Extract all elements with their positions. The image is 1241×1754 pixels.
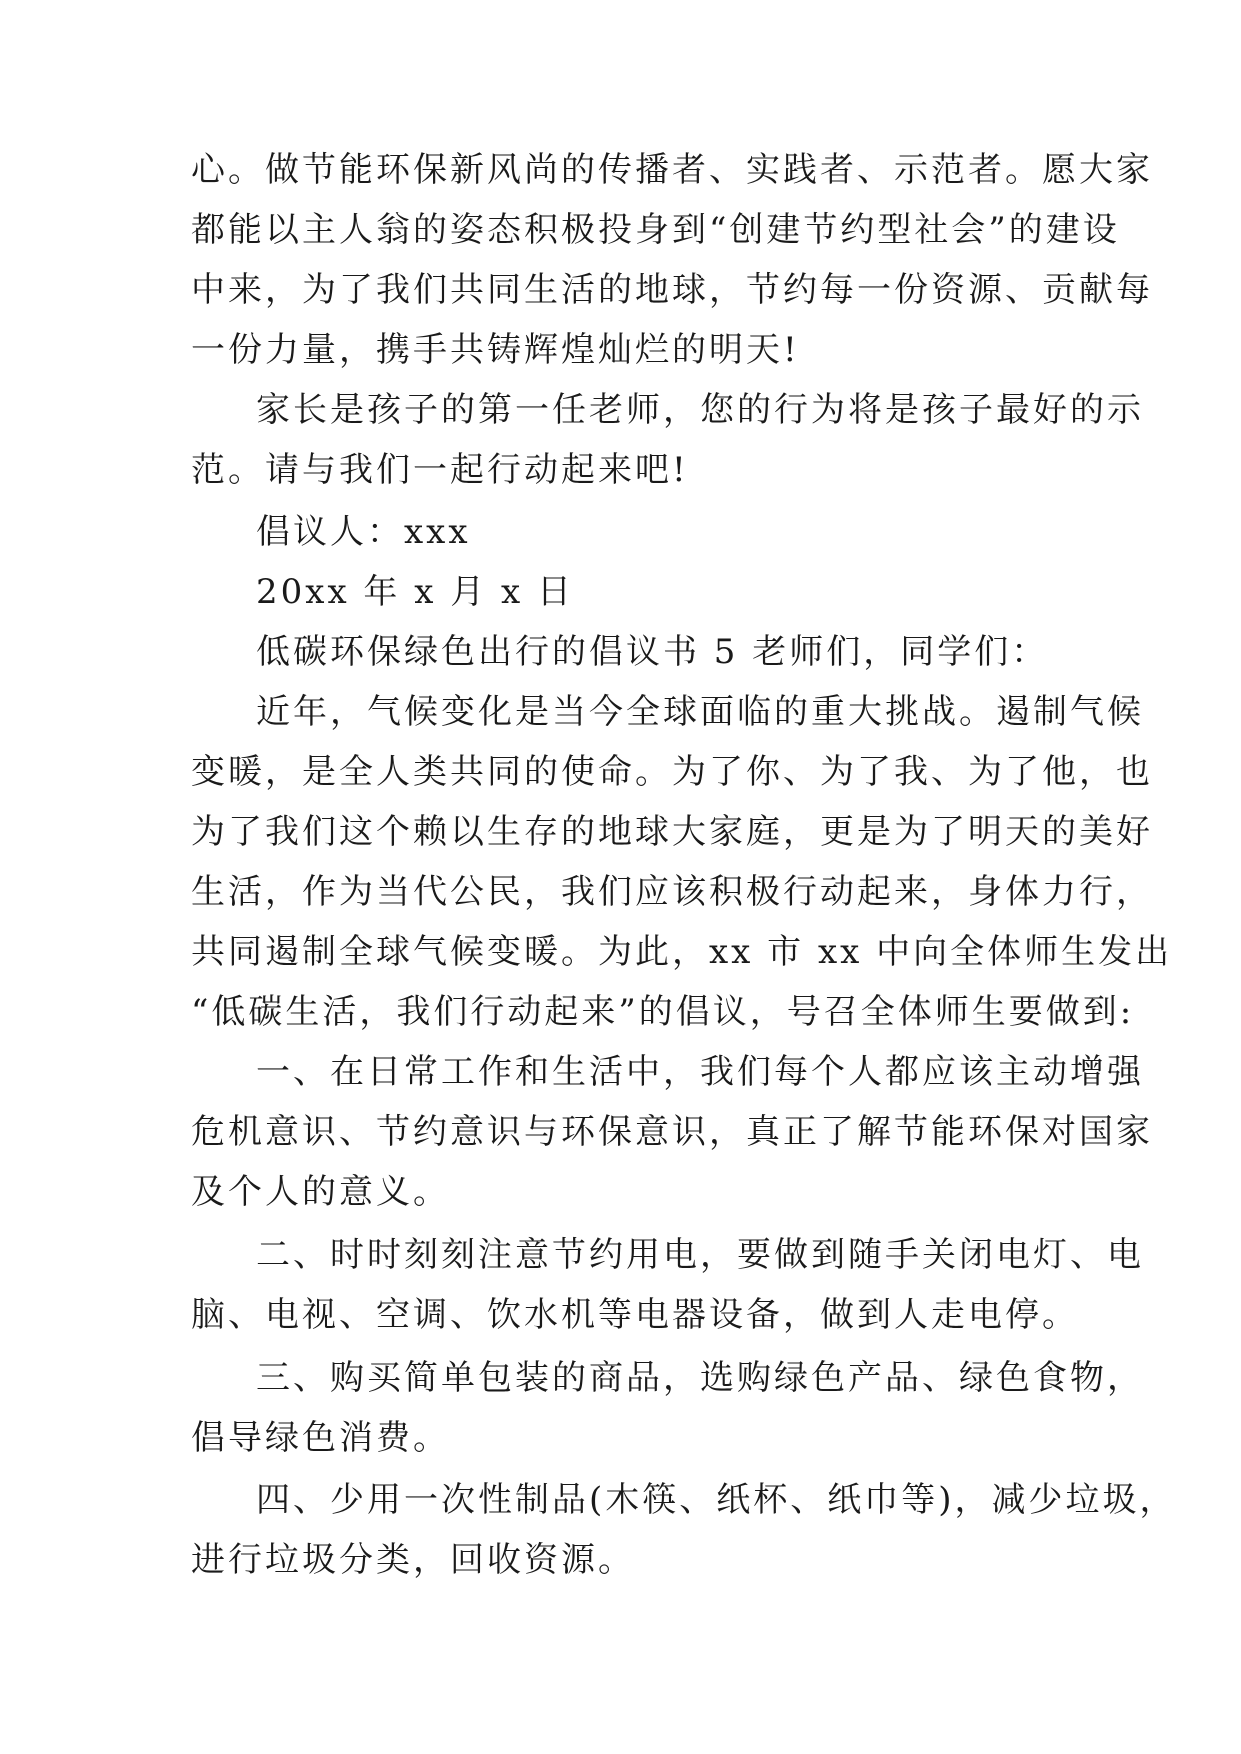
text-line: 一份力量，携手共铸辉煌灿烂的明天!	[191, 330, 800, 370]
text-line: 脑、电视、空调、饮水机等电器设备，做到人走电停。	[191, 1295, 1079, 1335]
text-line: 危机意识、节约意识与环保意识，真正了解节能环保对国家	[191, 1112, 1153, 1152]
text-line: 家长是孩子的第一任老师，您的行为将是孩子最好的示	[256, 390, 1144, 430]
text-line: 近年，气候变化是当今全球面临的重大挑战。遏制气候	[256, 692, 1144, 732]
text-line: 范。请与我们一起行动起来吧!	[191, 450, 689, 490]
text-line: 共同遏制全球气候变暖。为此，xx 市 xx 中向全体师生发出	[191, 932, 1173, 972]
text-line: 心。做节能环保新风尚的传播者、实践者、示范者。愿大家	[191, 150, 1153, 190]
text-line: 中来，为了我们共同生活的地球，节约每一份资源、贡献每	[191, 270, 1153, 310]
text-line: “低碳生活，我们行动起来”的倡议，号召全体师生要做到:	[191, 992, 1135, 1032]
text-line: 生活，作为当代公民，我们应该积极行动起来，身体力行，	[191, 872, 1153, 912]
text-line: 一、在日常工作和生活中，我们每个人都应该主动增强	[256, 1052, 1144, 1092]
text-line: 变暖，是全人类共同的使命。为了你、为了我、为了他，也	[191, 752, 1153, 792]
title-line: 低碳环保绿色出行的倡议书 5 老师们，同学们：	[256, 632, 1049, 672]
text-line: 三、购买简单包装的商品，选购绿色产品、绿色食物，	[256, 1358, 1144, 1398]
text-line: 进行垃圾分类，回收资源。	[191, 1540, 635, 1580]
signatory-line: 倡议人：xxx	[256, 512, 471, 552]
date-line: 20xx 年 x 月 x 日	[256, 572, 575, 612]
text-line: 四、少用一次性制品(木筷、纸杯、纸巾等)，减少垃圾，	[256, 1480, 1177, 1520]
text-line: 二、时时刻刻注意节约用电，要做到随手关闭电灯、电	[256, 1235, 1144, 1275]
text-line: 都能以主人翁的姿态积极投身到“创建节约型社会”的建设	[191, 210, 1120, 250]
text-line: 倡导绿色消费。	[191, 1418, 450, 1458]
text-line: 及个人的意义。	[191, 1172, 450, 1212]
text-line: 为了我们这个赖以生存的地球大家庭，更是为了明天的美好	[191, 812, 1153, 852]
